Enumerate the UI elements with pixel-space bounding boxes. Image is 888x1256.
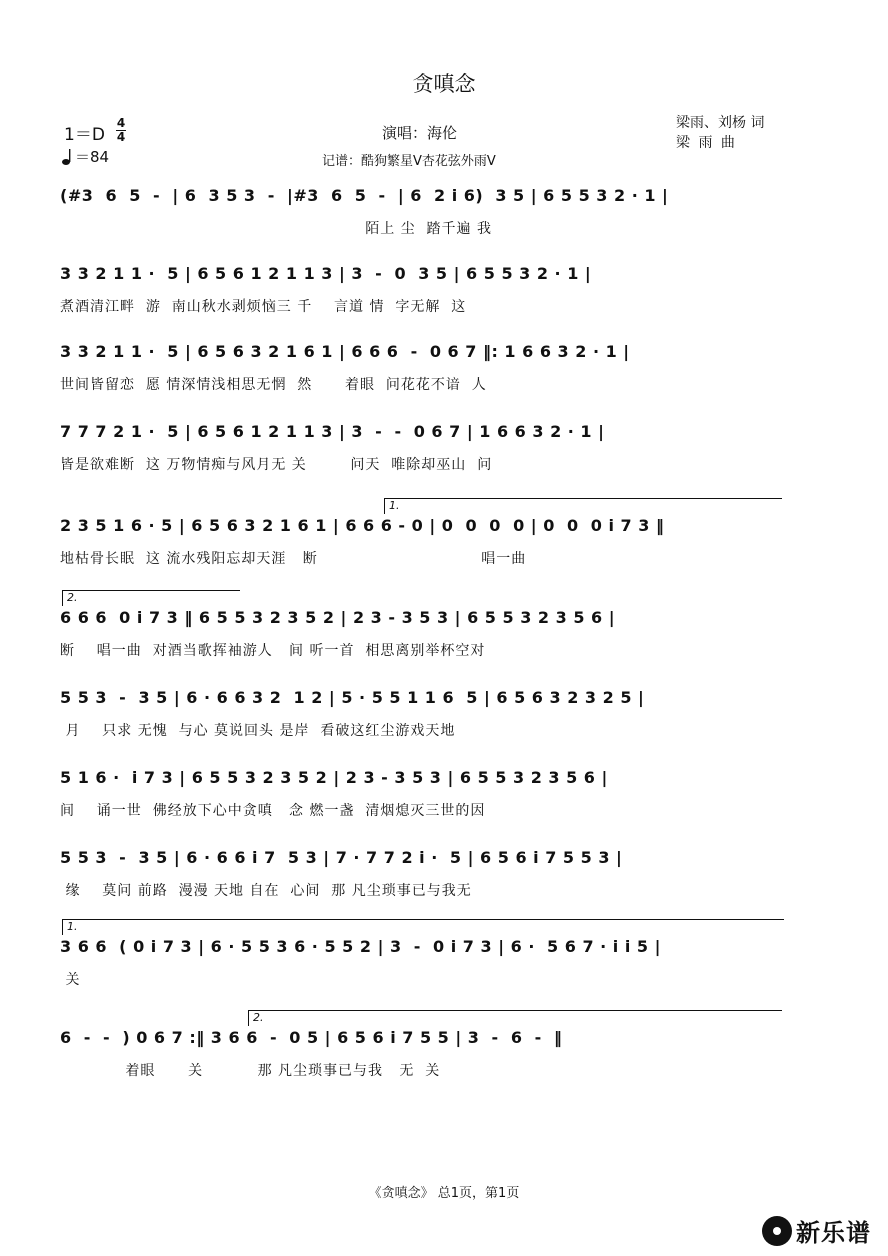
notation-line: 3 6 6 ( 0 i 7 3 | 6 · 5 5 3 6 · 5 5 2 | 3 - 0 i 7 3 | 6 · 5 6 7 · i i 5 | xyxy=(60,937,661,956)
song-title: 贪嗔念 xyxy=(412,72,476,96)
notation-line: 5 1 6 · i 7 3 | 6 5 5 3 2 3 5 2 | 2 3 - 3 5 3 | 6 5 5 3 2 3 5 6 | xyxy=(60,768,608,787)
volta-bracket: 2. xyxy=(248,1010,782,1026)
lyric-line: 地枯骨长眠 这 流水残阳忘却天涯 断 唱一曲 xyxy=(60,551,527,567)
transcriber-credit: 记谱：酷狗繁星V杏花弦外雨V xyxy=(322,154,496,169)
time-signature xyxy=(116,117,126,144)
record-disc-icon xyxy=(762,1216,792,1246)
notation-line: 3 3 2 1 1 · 5 | 6 5 6 3 2 1 6 1 | 6 6 6 - 0 6 7 ‖: 1 6 6 3 2 · 1 | xyxy=(60,342,630,361)
lyric-line: 月 只求 无愧 与心 莫说回头 是岸 看破这红尘游戏天地 xyxy=(60,723,456,739)
composer-credit: 梁 雨 曲 xyxy=(676,135,737,151)
lyric-line: 着眼 关 那 凡尘琐事已与我 无 关 xyxy=(60,1063,441,1079)
notation-line: (#3 6 5 - | 6 3 5 3 - |#3 6 5 - | 6 2 i 6) 3 5 | 6 5 5 3 2 · 1 | xyxy=(60,186,669,205)
page-footer: 《贪嗔念》 总1页，第1页 xyxy=(368,1186,520,1201)
time-signature-top: 4 xyxy=(116,116,126,130)
lyric-line: 煮酒清江畔 游 南山秋水剥烦恼三 千 言道 情 字无解 这 xyxy=(60,299,467,315)
tempo-value: ＝84 xyxy=(75,148,110,166)
quarter-note-icon xyxy=(62,149,72,165)
volta-bracket: 1. xyxy=(384,498,782,514)
notation-line: 5 5 3 - 3 5 | 6 · 6 6 i 7 5 3 | 7 · 7 7 2 i · 5 | 6 5 6 i 7 5 5 3 | xyxy=(60,848,623,867)
lyric-line: 关 xyxy=(60,972,81,988)
lyric-line: 间 诵一世 佛经放下心中贪嗔 念 燃一盏 清烟熄灭三世的因 xyxy=(60,803,486,819)
lyric-line: 陌上 尘 踏千遍 我 xyxy=(60,221,493,237)
notation-line: 6 - - ) 0 6 7 :‖ 3 6 6 - 0 5 | 6 5 6 i 7 5 5 | 3 - 6 - ‖ xyxy=(60,1028,563,1047)
volta-bracket: 2. xyxy=(62,590,240,606)
notation-line: 2 3 5 1 6 · 5 | 6 5 6 3 2 1 6 1 | 6 6 6 - 0 | 0 0 0 0 | 0 0 0 i 7 3 ‖ xyxy=(60,516,665,535)
notation-line: 6 6 6 0 i 7 3 ‖ 6 5 5 3 2 3 5 2 | 2 3 - 3 5 3 | 6 5 5 3 2 3 5 6 | xyxy=(60,608,616,627)
key-signature: 1＝D xyxy=(64,125,105,145)
notation-line: 3 3 2 1 1 · 5 | 6 5 6 1 2 1 1 3 | 3 - 0 3 5 | 6 5 5 3 2 · 1 | xyxy=(60,264,592,283)
logo-text: 新乐谱 xyxy=(796,1219,871,1247)
singer-credit: 演唱：海伦 xyxy=(382,124,458,142)
lyric-line: 缘 莫问 前路 漫漫 天地 自在 心间 那 凡尘琐事已与我无 xyxy=(60,883,472,899)
lyric-line: 皆是欲难断 这 万物情痴与风月无 关 问天 唯除却巫山 问 xyxy=(60,457,493,473)
volta-bracket: 1. xyxy=(62,919,784,935)
time-signature-bottom: 4 xyxy=(116,130,126,144)
lyric-line: 世间皆留恋 愿 情深情浅相思无惘 然 着眼 问花花不谙 人 xyxy=(60,377,487,393)
site-logo xyxy=(762,1213,871,1248)
tempo-marking xyxy=(62,146,109,167)
lyric-line: 断 唱一曲 对酒当歌挥袖游人 间 听一首 相思离别举杯空对 xyxy=(60,643,486,659)
notation-line: 5 5 3 - 3 5 | 6 · 6 6 3 2 1 2 | 5 · 5 5 1 1 6 5 | 6 5 6 3 2 3 2 5 | xyxy=(60,688,645,707)
notation-line: 7 7 7 2 1 · 5 | 6 5 6 1 2 1 1 3 | 3 - - 0 6 7 | 1 6 6 3 2 · 1 | xyxy=(60,422,605,441)
lyricist-credit: 梁雨、刘杨 词 xyxy=(676,115,765,131)
